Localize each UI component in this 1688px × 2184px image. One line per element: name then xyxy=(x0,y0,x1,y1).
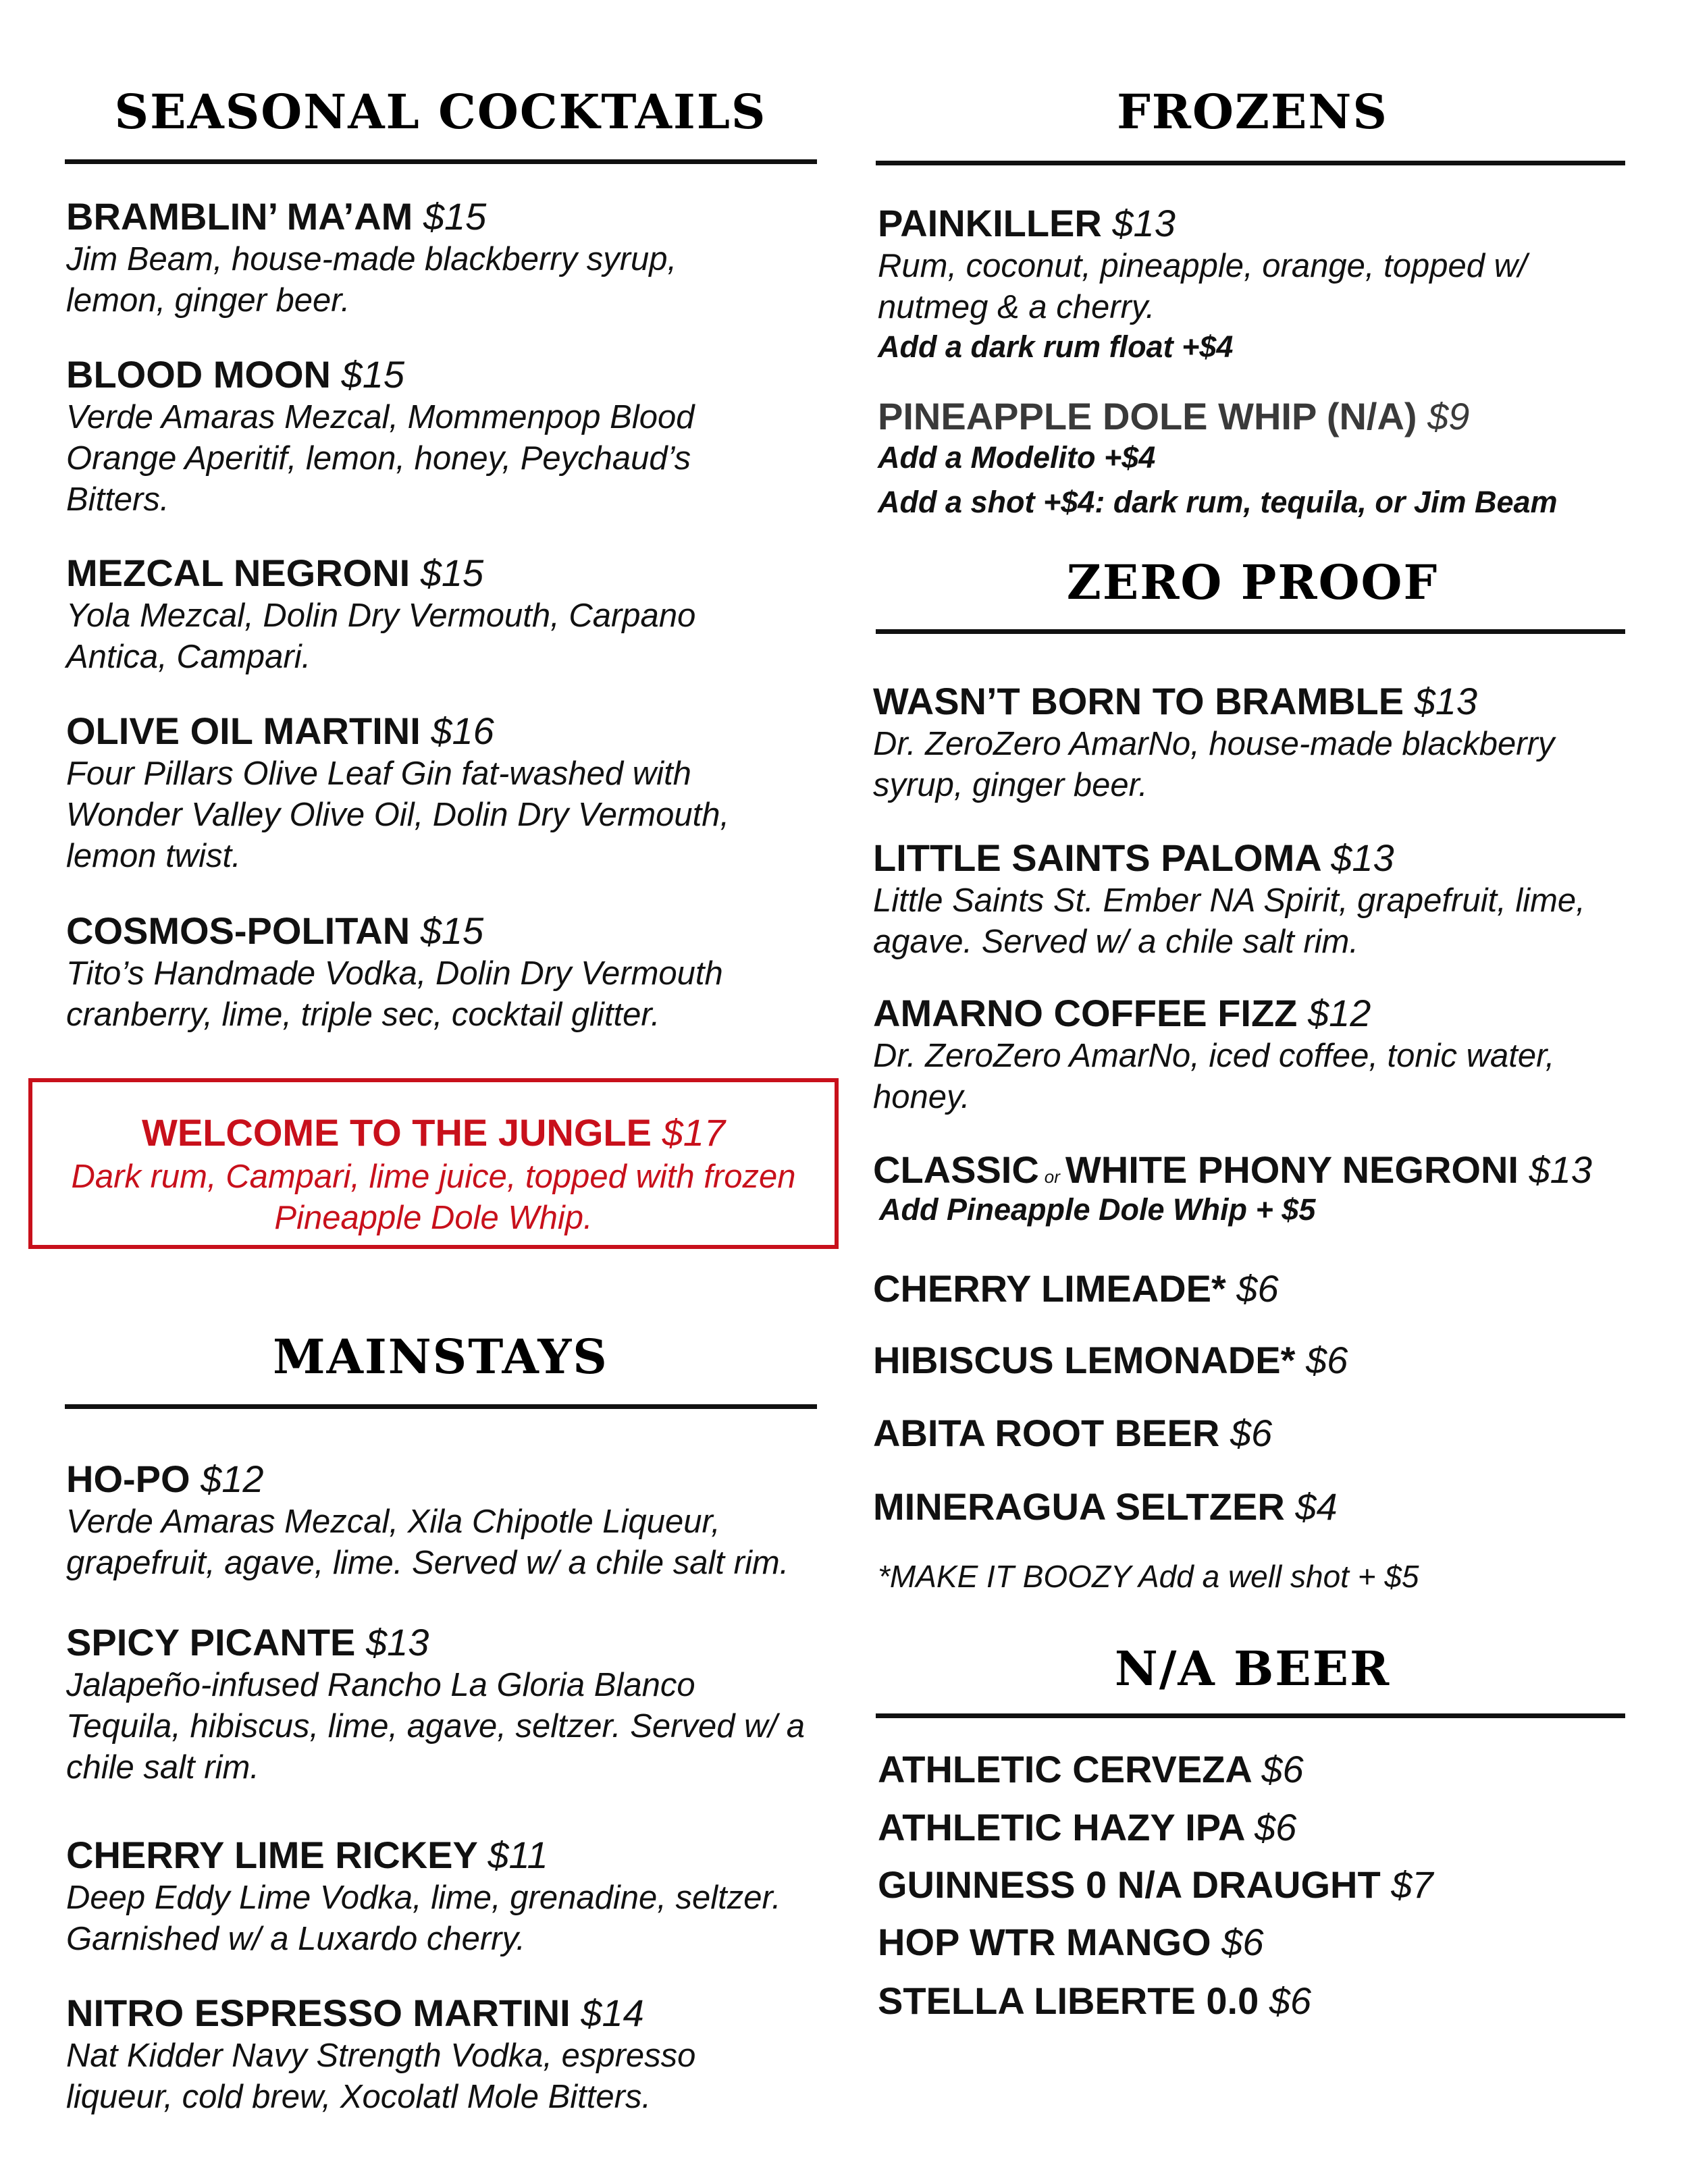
item-price: $12 xyxy=(201,1458,264,1500)
zero-proof-heading: ZERO PROOF xyxy=(1066,554,1439,610)
mainstays-divider xyxy=(65,1404,817,1409)
seasonal-cocktails-heading: SEASONAL COCKTAILS xyxy=(114,84,767,140)
item-description: Little Saints St. Ember NA Spirit, grapefruit, lime, agave. Served w/ a chile salt rim. xyxy=(873,882,1585,960)
item-description: Verde Amaras Mezcal, Mommenpop Blood Orange Aperitif, lemon, honey, Peychaud’s Bitters. xyxy=(66,398,695,518)
beer-item xyxy=(878,1864,1433,1906)
menu-item xyxy=(873,837,1663,963)
item-description: Four Pillars Olive Leaf Gin fat-washed with Wonder Valley Olive Oil, Dolin Dry Vermouth, lemon twist. xyxy=(66,755,730,874)
item-description: Dr. ZeroZero AmarNo, house-made blackberry syrup, ginger beer. xyxy=(873,725,1555,803)
item-price: $15 xyxy=(420,909,484,952)
na-beer-divider xyxy=(876,1713,1625,1718)
item-name: LITTLE SAINTS PALOMA $13 xyxy=(873,836,1394,879)
item-price: $14 xyxy=(581,1992,644,2034)
item-price: $13 xyxy=(1529,1148,1592,1191)
item-description: Deep Eddy Lime Vodka, lime, grenadine, seltzer. Garnished w/ a Luxardo cherry. xyxy=(66,1879,781,1957)
frozens-heading: FROZENS xyxy=(1117,84,1388,140)
item-name: GUINNESS 0 N/A DRAUGHT $7 xyxy=(878,1863,1433,1906)
or-connector: or xyxy=(1044,1167,1060,1187)
item-price: $6 xyxy=(1305,1339,1348,1381)
item-description: Rum, coconut, pineapple, orange, topped w/ nutmeg & a cherry. xyxy=(878,247,1527,325)
item-price: $6 xyxy=(1254,1806,1297,1848)
item-price: $15 xyxy=(341,353,404,396)
item-name: ATHLETIC CERVEZA $6 xyxy=(878,1748,1304,1790)
simple-item xyxy=(873,1412,1272,1454)
item-name: CHERRY LIME RICKEY $11 xyxy=(66,1834,548,1876)
item-price: $13 xyxy=(1414,680,1478,722)
menu-item xyxy=(66,1458,843,1584)
beer-item xyxy=(878,1921,1263,1963)
item-name: HO-PO $12 xyxy=(66,1458,264,1500)
item-price: $11 xyxy=(487,1834,548,1876)
item-price: $13 xyxy=(1112,202,1176,244)
item-name: MINERAGUA SELTZER $4 xyxy=(873,1485,1338,1528)
item-name: ATHLETIC HAZY IPA $6 xyxy=(878,1806,1297,1848)
item-name: OLIVE OIL MARTINI $16 xyxy=(66,710,494,752)
zero-proof-divider xyxy=(876,629,1625,634)
item-name: CLASSIC or WHITE PHONY NEGRONI $13 xyxy=(873,1148,1592,1191)
item-name: COSMOS-POLITAN $15 xyxy=(66,909,484,952)
item-price: $6 xyxy=(1269,1979,1312,2022)
item-price: $16 xyxy=(431,710,494,752)
item-description: Verde Amaras Mezcal, Xila Chipotle Liqueur, grapefruit, agave, lime. Served w/ a chile salt rim. xyxy=(66,1503,789,1581)
item-price: $12 xyxy=(1307,992,1371,1034)
item-description: Yola Mezcal, Dolin Dry Vermouth, Carpano Antica, Campari. xyxy=(66,597,696,675)
item-price: $13 xyxy=(1331,836,1394,879)
featured-item-name: WELCOME TO THE JUNGLE $17 xyxy=(142,1111,725,1154)
simple-item xyxy=(873,1486,1338,1528)
item-price: $15 xyxy=(423,195,487,238)
menu-item xyxy=(873,681,1650,806)
item-description: Jim Beam, house-made blackberry syrup, lemon, ginger beer. xyxy=(66,240,677,319)
menu-item xyxy=(873,992,1650,1118)
menu-item xyxy=(66,710,829,877)
item-name: HIBISCUS LEMONADE* $6 xyxy=(873,1339,1348,1381)
beer-item xyxy=(878,1807,1296,1848)
item-price: $6 xyxy=(1230,1412,1273,1454)
item-price: $9 xyxy=(1427,395,1470,437)
featured-item-description-line1: Dark rum, Campari, lime juice, topped with frozen xyxy=(71,1158,796,1195)
item-name: ABITA ROOT BEER $6 xyxy=(873,1412,1273,1454)
item-name: PAINKILLER $13 xyxy=(878,202,1176,244)
item-price: $6 xyxy=(1221,1921,1264,1963)
item-name: AMARNO COFFEE FIZZ $12 xyxy=(873,992,1371,1034)
menu-item-dole-whip xyxy=(878,396,1654,521)
item-description: Tito’s Handmade Vodka, Dolin Dry Vermouth cranberry, lime, triple sec, cocktail glitter. xyxy=(66,955,723,1033)
item-name: PINEAPPLE DOLE WHIP (N/A) $9 xyxy=(878,395,1470,437)
item-price: $4 xyxy=(1295,1485,1338,1528)
item-description: Dr. ZeroZero AmarNo, iced coffee, tonic water, honey. xyxy=(873,1037,1555,1115)
item-description: Jalapeño-infused Rancho La Gloria Blanco Tequila, hibiscus, lime, agave, seltzer. Served w/ a chile salt rim. xyxy=(66,1666,805,1786)
item-name: HOP WTR MANGO $6 xyxy=(878,1921,1264,1963)
frozens-divider xyxy=(876,161,1625,165)
menu-item xyxy=(66,1992,829,2118)
na-beer-heading: N/A BEER xyxy=(1114,1641,1391,1697)
menu-item xyxy=(66,1834,829,1960)
item-price: $6 xyxy=(1236,1267,1279,1310)
seasonal-divider xyxy=(65,159,817,164)
menu-item-painkiller xyxy=(878,203,1654,366)
item-name: MEZCAL NEGRONI $15 xyxy=(66,552,484,594)
menu-item-negroni xyxy=(873,1149,1670,1229)
item-name: BRAMBLIN’ MA’AM $15 xyxy=(66,195,487,238)
featured-item-price: $17 xyxy=(662,1111,725,1154)
featured-item-box xyxy=(28,1078,839,1249)
item-addon: Add a Modelito +$4 xyxy=(878,440,1156,475)
item-price: $15 xyxy=(420,552,484,594)
item-name: CHERRY LIMEADE* $6 xyxy=(873,1267,1279,1310)
featured-item-description-line2: Pineapple Dole Whip. xyxy=(274,1199,593,1236)
item-description: Nat Kidder Navy Strength Vodka, espresso liqueur, cold brew, Xocolatl Mole Bitters. xyxy=(66,2037,696,2115)
item-name: BLOOD MOON $15 xyxy=(66,353,404,396)
mainstays-heading: MAINSTAYS xyxy=(273,1329,608,1385)
item-addon: Add Pineapple Dole Whip + $5 xyxy=(879,1192,1316,1227)
beer-item xyxy=(878,1749,1304,1790)
item-name: STELLA LIBERTE 0.0 $6 xyxy=(878,1979,1312,2022)
menu-item xyxy=(66,910,829,1036)
simple-item xyxy=(873,1268,1279,1310)
item-price: $13 xyxy=(365,1621,429,1663)
item-addon: Add a shot +$4: dark rum, tequila, or Jim Beam xyxy=(878,484,1558,519)
boozy-note: *MAKE IT BOOZY Add a well shot + $5 xyxy=(878,1559,1419,1594)
item-name: NITRO ESPRESSO MARTINI $14 xyxy=(66,1992,644,2034)
menu-item xyxy=(66,1622,829,1788)
menu-item xyxy=(66,196,829,321)
item-name: WASN’T BORN TO BRAMBLE $13 xyxy=(873,680,1478,722)
menu-item xyxy=(66,552,829,678)
beer-item xyxy=(878,1980,1311,2022)
item-price: $6 xyxy=(1261,1748,1304,1790)
item-price: $7 xyxy=(1391,1863,1433,1906)
item-addon: Add a dark rum float +$4 xyxy=(878,329,1234,364)
menu-item xyxy=(66,354,829,521)
item-name: SPICY PICANTE $13 xyxy=(66,1621,429,1663)
simple-item xyxy=(873,1339,1348,1381)
